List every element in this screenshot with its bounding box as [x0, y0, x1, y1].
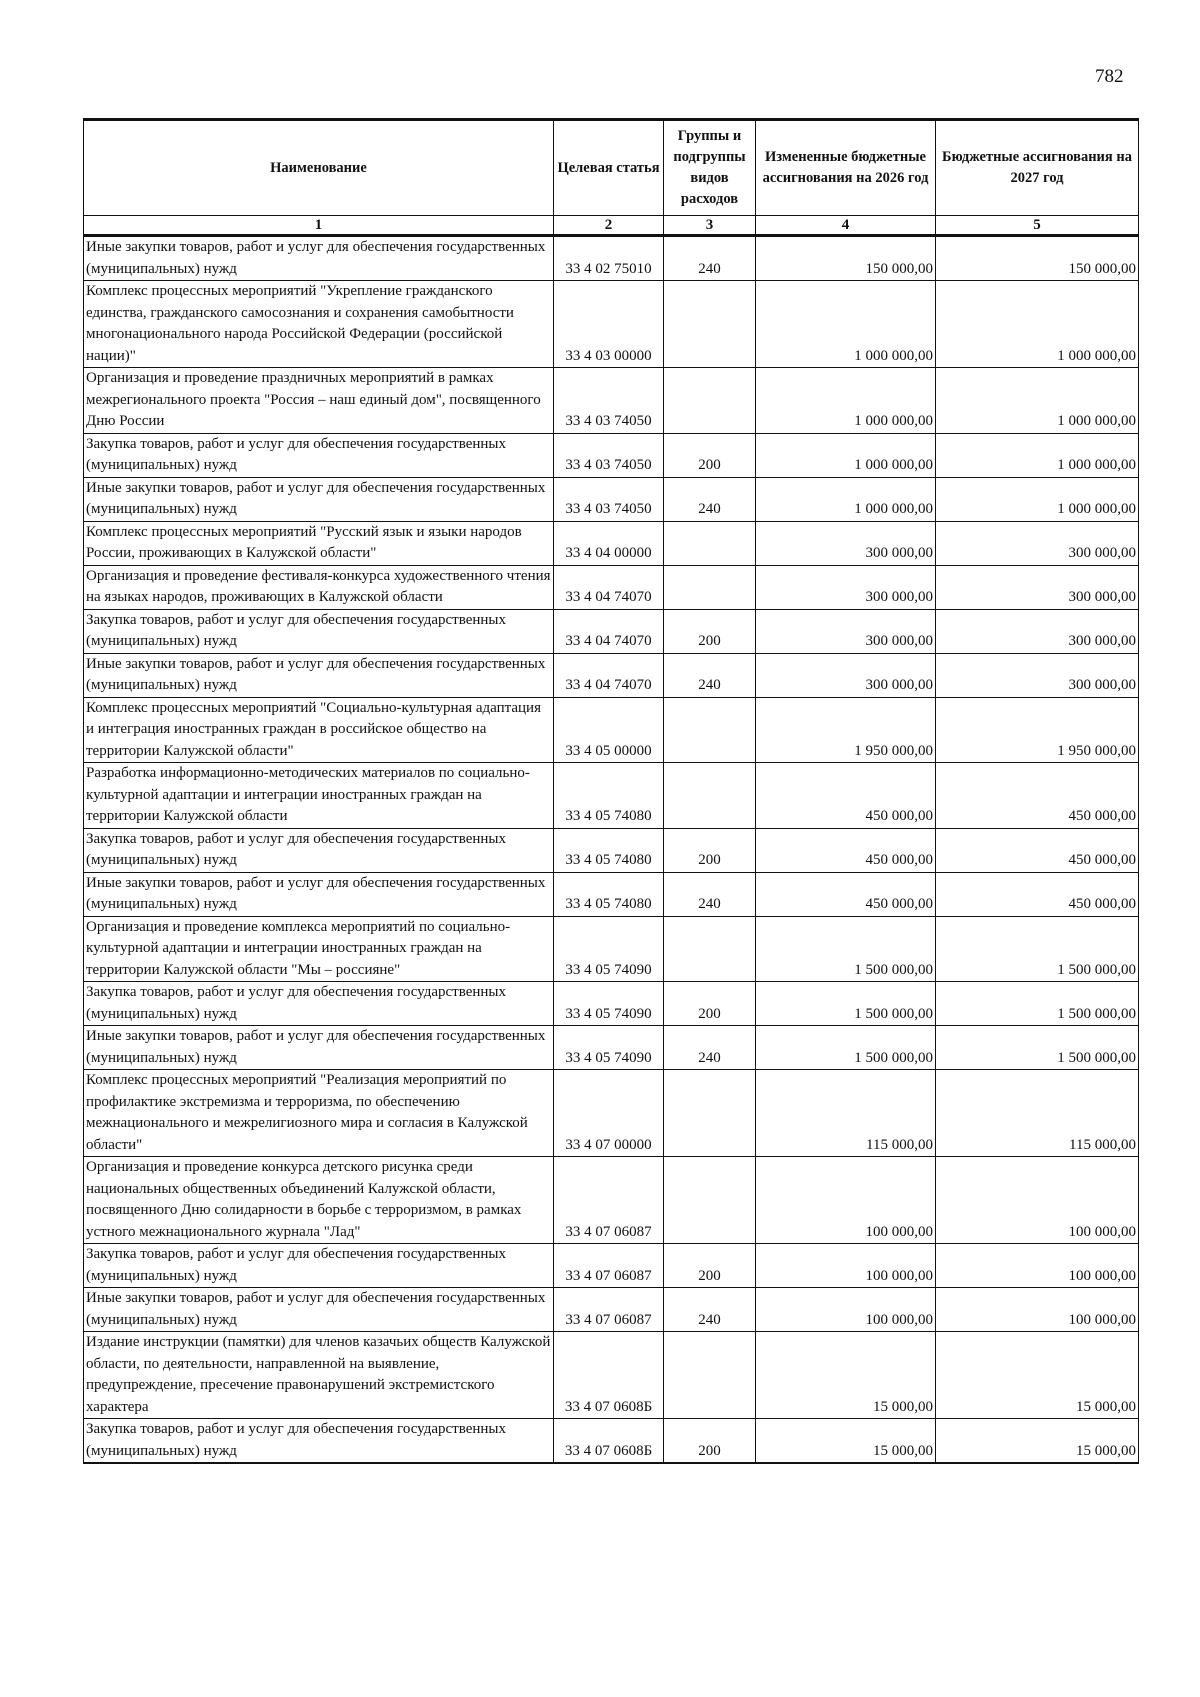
- row-group-code: 240: [664, 872, 756, 916]
- table-row: [84, 697, 1139, 763]
- row-name-cell: Закупка товаров, работ и услуг для обеспечения государственных (муниципальных) нужд: [84, 828, 554, 872]
- header-group: Группы и подгруппы видов расходов: [664, 120, 756, 216]
- row-amount-2026: 300 000,00: [756, 565, 936, 609]
- row-group-code: 240: [664, 477, 756, 521]
- row-group-code: 200: [664, 609, 756, 653]
- row-name-cell: Закупка товаров, работ и услуг для обеспечения государственных (муниципальных) нужд: [84, 982, 554, 1026]
- table-row: [84, 368, 1139, 434]
- row-name-cell: Комплекс процессных мероприятий "Русский язык и языки народов России, проживающих в Калужской области": [84, 521, 554, 565]
- row-amount-2027: 1 500 000,00: [936, 1026, 1139, 1070]
- row-amount-2027: 15 000,00: [936, 1332, 1139, 1419]
- row-amount-2026: 1 500 000,00: [756, 916, 936, 982]
- row-amount-2026: 1 000 000,00: [756, 368, 936, 434]
- row-amount-2027: 450 000,00: [936, 872, 1139, 916]
- row-target-code: 33 4 03 74050: [554, 368, 664, 434]
- row-amount-2027: 100 000,00: [936, 1288, 1139, 1332]
- page-number: 782: [1095, 66, 1124, 87]
- row-target-code: 33 4 02 75010: [554, 236, 664, 281]
- row-amount-2026: 1 000 000,00: [756, 433, 936, 477]
- row-group-code: 200: [664, 828, 756, 872]
- row-name-cell: Иные закупки товаров, работ и услуг для обеспечения государственных (муниципальных) нужд: [84, 1026, 554, 1070]
- row-group-code: [664, 1157, 756, 1244]
- row-amount-2026: 300 000,00: [756, 521, 936, 565]
- row-amount-2026: 1 500 000,00: [756, 982, 936, 1026]
- row-target-code: 33 4 05 00000: [554, 697, 664, 763]
- header-amount-2026: Измененные бюджетные ассигнования на 2026 год: [756, 120, 936, 216]
- row-amount-2027: 1 000 000,00: [936, 433, 1139, 477]
- row-target-code: 33 4 05 74080: [554, 828, 664, 872]
- row-group-code: 200: [664, 1244, 756, 1288]
- row-target-code: 33 4 05 74090: [554, 916, 664, 982]
- row-name-cell: Разработка информационно-методических материалов по социально-культурной адаптации и интеграции иностранных граждан на территории Калужской области: [84, 763, 554, 829]
- row-amount-2026: 1 950 000,00: [756, 697, 936, 763]
- table-row: [84, 1332, 1139, 1419]
- row-amount-2026: 1 000 000,00: [756, 281, 936, 368]
- table-row: [84, 1026, 1139, 1070]
- row-group-code: [664, 1332, 756, 1419]
- row-group-code: 200: [664, 1419, 756, 1464]
- row-amount-2027: 15 000,00: [936, 1419, 1139, 1464]
- table-row: [84, 565, 1139, 609]
- table-row: [84, 477, 1139, 521]
- row-group-code: [664, 763, 756, 829]
- row-amount-2026: 15 000,00: [756, 1419, 936, 1464]
- row-group-code: 200: [664, 433, 756, 477]
- row-amount-2027: 1 000 000,00: [936, 477, 1139, 521]
- row-amount-2027: 300 000,00: [936, 565, 1139, 609]
- row-target-code: 33 4 07 0608Б: [554, 1419, 664, 1464]
- table-row: [84, 872, 1139, 916]
- table-row: [84, 763, 1139, 829]
- row-amount-2026: 150 000,00: [756, 236, 936, 281]
- row-name-cell: Организация и проведение фестиваля-конкурса художественного чтения на языках народов, проживающих в Калужской области: [84, 565, 554, 609]
- row-amount-2027: 1 950 000,00: [936, 697, 1139, 763]
- row-amount-2026: 15 000,00: [756, 1332, 936, 1419]
- column-number: 3: [664, 216, 756, 236]
- row-name-cell: Иные закупки товаров, работ и услуг для обеспечения государственных (муниципальных) нужд: [84, 872, 554, 916]
- row-target-code: 33 4 07 00000: [554, 1070, 664, 1157]
- row-amount-2027: 1 000 000,00: [936, 368, 1139, 434]
- table-row: [84, 828, 1139, 872]
- row-target-code: 33 4 07 0608Б: [554, 1332, 664, 1419]
- row-group-code: 200: [664, 982, 756, 1026]
- row-target-code: 33 4 05 74090: [554, 1026, 664, 1070]
- table-row: [84, 521, 1139, 565]
- row-amount-2026: 100 000,00: [756, 1244, 936, 1288]
- row-amount-2026: 1 500 000,00: [756, 1026, 936, 1070]
- row-group-code: [664, 1070, 756, 1157]
- row-name-cell: Иные закупки товаров, работ и услуг для обеспечения государственных (муниципальных) нужд: [84, 1288, 554, 1332]
- budget-table: [83, 118, 1139, 1464]
- row-name-cell: Организация и проведение комплекса мероприятий по социально-культурной адаптации и интеграции иностранных граждан на территории Калужской области "Мы – россияне": [84, 916, 554, 982]
- row-amount-2026: 450 000,00: [756, 763, 936, 829]
- row-amount-2027: 300 000,00: [936, 653, 1139, 697]
- row-amount-2027: 150 000,00: [936, 236, 1139, 281]
- row-target-code: 33 4 05 74080: [554, 872, 664, 916]
- row-target-code: 33 4 04 74070: [554, 565, 664, 609]
- table-row: [84, 433, 1139, 477]
- row-amount-2027: 300 000,00: [936, 609, 1139, 653]
- row-target-code: 33 4 05 74090: [554, 982, 664, 1026]
- row-name-cell: Комплекс процессных мероприятий "Социально-культурная адаптация и интеграция иностранных граждан в российское общество на территории Калужской области": [84, 697, 554, 763]
- row-amount-2026: 100 000,00: [756, 1288, 936, 1332]
- row-amount-2027: 1 500 000,00: [936, 916, 1139, 982]
- row-name-cell: Иные закупки товаров, работ и услуг для обеспечения государственных (муниципальных) нужд: [84, 236, 554, 281]
- row-target-code: 33 4 03 00000: [554, 281, 664, 368]
- row-name-cell: Иные закупки товаров, работ и услуг для обеспечения государственных (муниципальных) нужд: [84, 477, 554, 521]
- row-name-cell: Организация и проведение конкурса детского рисунка среди национальных общественных объединений Калужской области, посвященного Дню солидарности в борьбе с терроризмом, в рамках устного межнационального журнала "Лад": [84, 1157, 554, 1244]
- row-target-code: 33 4 03 74050: [554, 433, 664, 477]
- row-name-cell: Закупка товаров, работ и услуг для обеспечения государственных (муниципальных) нужд: [84, 609, 554, 653]
- row-name-cell: Комплекс процессных мероприятий "Укрепление гражданского единства, гражданского самосознания и сохранения самобытности многонационального народа Российской Федерации (российской нации)": [84, 281, 554, 368]
- table-row: [84, 281, 1139, 368]
- table-row: [84, 1244, 1139, 1288]
- row-amount-2027: 1 500 000,00: [936, 982, 1139, 1026]
- row-target-code: 33 4 04 74070: [554, 609, 664, 653]
- row-target-code: 33 4 04 74070: [554, 653, 664, 697]
- row-name-cell: Комплекс процессных мероприятий "Реализация мероприятий по профилактике экстремизма и терроризма, по обеспечению межнационального и межрелигиозного мира и согласия в Калужской области": [84, 1070, 554, 1157]
- row-group-code: 240: [664, 1288, 756, 1332]
- column-number: 2: [554, 216, 664, 236]
- row-group-code: [664, 368, 756, 434]
- column-number-row: [84, 216, 1139, 236]
- row-amount-2026: 450 000,00: [756, 828, 936, 872]
- row-name-cell: Закупка товаров, работ и услуг для обеспечения государственных (муниципальных) нужд: [84, 433, 554, 477]
- row-amount-2026: 450 000,00: [756, 872, 936, 916]
- row-group-code: [664, 521, 756, 565]
- row-amount-2027: 1 000 000,00: [936, 281, 1139, 368]
- row-group-code: 240: [664, 1026, 756, 1070]
- column-number: 4: [756, 216, 936, 236]
- table-row: [84, 1419, 1139, 1464]
- column-number: 5: [936, 216, 1139, 236]
- column-number: 1: [84, 216, 554, 236]
- row-group-code: [664, 916, 756, 982]
- table-row: [84, 1070, 1139, 1157]
- row-amount-2027: 450 000,00: [936, 763, 1139, 829]
- row-amount-2027: 100 000,00: [936, 1244, 1139, 1288]
- row-amount-2027: 300 000,00: [936, 521, 1139, 565]
- row-amount-2027: 115 000,00: [936, 1070, 1139, 1157]
- row-group-code: 240: [664, 236, 756, 281]
- row-target-code: 33 4 04 00000: [554, 521, 664, 565]
- header-name: Наименование: [84, 120, 554, 216]
- row-group-code: 240: [664, 653, 756, 697]
- header-amount-2027: Бюджетные ассигнования на 2027 год: [936, 120, 1139, 216]
- row-target-code: 33 4 07 06087: [554, 1288, 664, 1332]
- row-amount-2026: 100 000,00: [756, 1157, 936, 1244]
- row-amount-2026: 1 000 000,00: [756, 477, 936, 521]
- row-name-cell: Иные закупки товаров, работ и услуг для обеспечения государственных (муниципальных) нужд: [84, 653, 554, 697]
- table-row: [84, 609, 1139, 653]
- row-group-code: [664, 697, 756, 763]
- row-group-code: [664, 565, 756, 609]
- row-amount-2027: 450 000,00: [936, 828, 1139, 872]
- row-target-code: 33 4 05 74080: [554, 763, 664, 829]
- row-name-cell: Организация и проведение праздничных мероприятий в рамках межрегионального проекта "Россия – наш единый дом", посвященного Дню России: [84, 368, 554, 434]
- header-row: [84, 120, 1139, 216]
- table-row: [84, 236, 1139, 281]
- row-target-code: 33 4 03 74050: [554, 477, 664, 521]
- row-amount-2026: 300 000,00: [756, 609, 936, 653]
- row-amount-2026: 300 000,00: [756, 653, 936, 697]
- row-target-code: 33 4 07 06087: [554, 1244, 664, 1288]
- row-name-cell: Закупка товаров, работ и услуг для обеспечения государственных (муниципальных) нужд: [84, 1419, 554, 1464]
- table-row: [84, 1288, 1139, 1332]
- row-target-code: 33 4 07 06087: [554, 1157, 664, 1244]
- row-group-code: [664, 281, 756, 368]
- row-name-cell: Издание инструкции (памятки) для членов казачьих обществ Калужской области, по деятельности, направленной на выявление, предупреждение, пресечение правонарушений экстремистского характера: [84, 1332, 554, 1419]
- row-name-cell: Закупка товаров, работ и услуг для обеспечения государственных (муниципальных) нужд: [84, 1244, 554, 1288]
- header-target: Целевая статья: [554, 120, 664, 216]
- table-row: [84, 653, 1139, 697]
- table-row: [84, 916, 1139, 982]
- table-row: [84, 982, 1139, 1026]
- row-amount-2026: 115 000,00: [756, 1070, 936, 1157]
- table-row: [84, 1157, 1139, 1244]
- row-amount-2027: 100 000,00: [936, 1157, 1139, 1244]
